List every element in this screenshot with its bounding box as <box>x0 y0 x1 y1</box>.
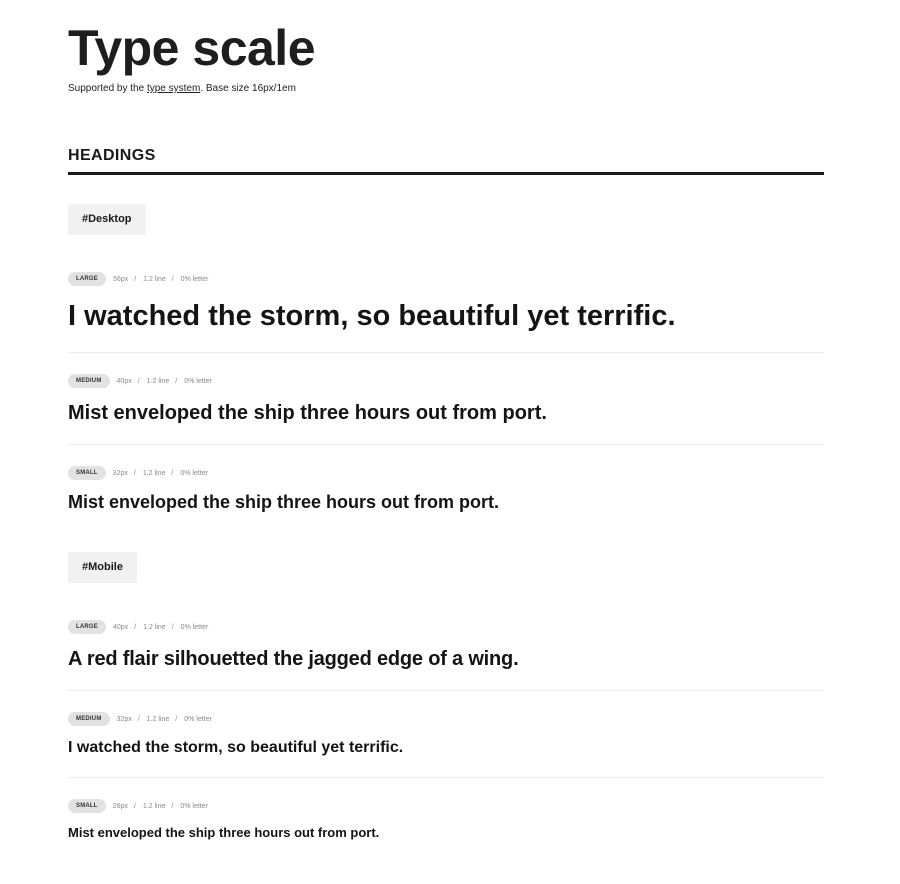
letter-spacing-spec: 0% letter <box>184 377 212 385</box>
section-title-headings: HEADINGS <box>68 147 156 164</box>
page-title: Type scale <box>68 20 316 76</box>
spec-separator: / <box>133 469 136 477</box>
size-badge: LARGE <box>68 272 106 286</box>
size-badge: MEDIUM <box>68 712 110 726</box>
font-size-spec: 56px <box>113 275 129 283</box>
type-system-link[interactable]: type system <box>146 83 201 94</box>
letter-spacing-spec: 0% letter <box>180 275 209 283</box>
sample-text-desktop-large: I watched the storm, so beautiful yet terrific. <box>68 300 676 332</box>
section-divider <box>68 172 824 175</box>
spec-separator: / <box>171 802 174 810</box>
spec-separator: / <box>175 377 178 385</box>
letter-spacing-spec: 0% letter <box>184 715 212 723</box>
spec-separator: / <box>171 623 174 631</box>
letter-spacing-spec: 0% letter <box>180 469 208 477</box>
spec-separator: / <box>175 715 178 723</box>
spec-row-mobile-large <box>68 620 208 634</box>
spec-row-desktop-medium <box>68 374 212 388</box>
font-size-spec: 40px <box>113 623 129 631</box>
line-height-spec: 1.2 line <box>146 377 170 385</box>
sample-text-mobile-large: A red flair silhouetted the jagged edge of a wing. <box>68 648 519 670</box>
sample-text-desktop-medium: Mist enveloped the ship three hours out from port. <box>68 402 547 424</box>
spec-row-desktop-large <box>68 272 208 286</box>
spec-row-desktop-small <box>68 466 208 480</box>
sample-text-mobile-small: Mist enveloped the ship three hours out from port. <box>68 825 380 840</box>
sample-text-mobile-medium: I watched the storm, so beautiful yet terrific. <box>68 739 404 756</box>
spec-row-mobile-medium <box>68 712 212 726</box>
spec-separator: / <box>171 469 174 477</box>
line-height-spec: 1.2 line <box>143 275 166 283</box>
spec-separator: / <box>134 623 137 631</box>
spec-separator: / <box>137 377 140 385</box>
size-badge: LARGE <box>68 620 106 634</box>
spec-row-mobile-small <box>68 799 208 813</box>
line-height-spec: 1.2 line <box>142 469 166 477</box>
font-size-spec: 40px <box>116 377 132 385</box>
page-subtitle <box>68 82 296 96</box>
size-badge: SMALL <box>68 466 106 480</box>
spec-separator: / <box>171 275 174 283</box>
group-tag-desktop: #Desktop <box>68 204 146 235</box>
row-divider <box>68 352 824 353</box>
row-divider <box>68 777 824 778</box>
spec-separator: / <box>134 275 137 283</box>
spec-separator: / <box>133 802 136 810</box>
subtitle-prefix: Supported by the <box>68 83 147 94</box>
size-badge: MEDIUM <box>68 374 110 388</box>
font-size-spec: 32px <box>112 469 128 477</box>
line-height-spec: 1.2 line <box>146 715 170 723</box>
subtitle-suffix: . Base size 16px/1em <box>200 83 296 94</box>
font-size-spec: 32px <box>116 715 132 723</box>
letter-spacing-spec: 0% letter <box>180 802 208 810</box>
sample-text-desktop-small: Mist enveloped the ship three hours out from port. <box>68 492 500 512</box>
group-tag-mobile: #Mobile <box>68 552 137 583</box>
font-size-spec: 26px <box>112 802 128 810</box>
spec-separator: / <box>137 715 140 723</box>
line-height-spec: 1.2 line <box>143 623 166 631</box>
line-height-spec: 1.2 line <box>142 802 166 810</box>
row-divider <box>68 444 824 445</box>
size-badge: SMALL <box>68 799 106 813</box>
letter-spacing-spec: 0% letter <box>180 623 209 631</box>
row-divider <box>68 690 824 691</box>
